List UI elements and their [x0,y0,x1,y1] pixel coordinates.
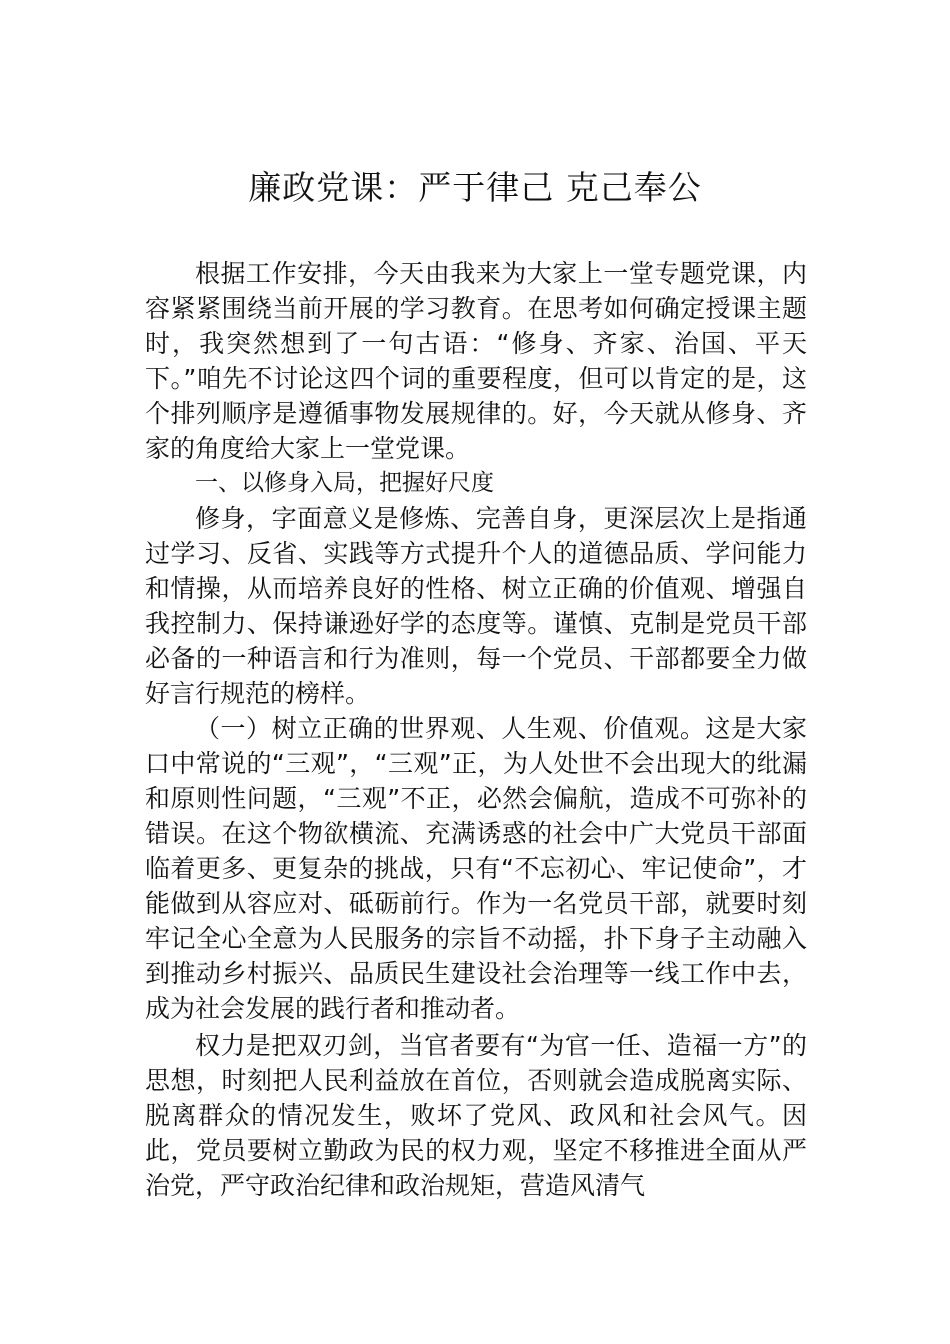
document-body [145,256,807,1203]
section-heading: 一、以修身入局，把握好尺度 [195,470,494,496]
three-views-paragraph: （一）树立正确的世界观、人生观、价值观。这是大家口中常说的“三观”，“三观”正，为人处世不会出现大的纰漏和原则性问题，“三观”不正，必然会偏航，造成不可弥补的错误。在这个物欲横流、充满诱惑的社会中广大党员干部面临着更多、更复杂的挑战，只有“不忘初心、牢记使命”，才能做到从容应对、砥砺前行。作为一名党员干部，就要时刻牢记全心全意为人民服务的宗旨不动摇，扑下身子主动融入到推动乡村振兴、品质民生建设社会治理等一线工作中去，成为社会发展的践行者和推动者。 [145,714,807,1023]
power-paragraph: 权力是把双刃剑，当官者要有“为官一任、造福一方”的思想，时刻把人民利益放在首位，否则就会造成脱离实际、脱离群众的情况发生，败坏了党风、政风和社会风气。因此，党员要树立勤政为民的权力观，坚定不移推进全面从严治党，严守政治纪律和政治规矩，营造风清气 [145,1031,807,1200]
document-title: 廉政党课：严于律己 克己奉公 [248,168,702,207]
intro-paragraph: 根据工作安排，今天由我来为大家上一堂专题党课，内容紧紧围绕当前开展的学习教育。在思考如何确定授课主题时，我突然想到了一句古语：“修身、齐家、治国、平天下。”咱先不讨论这四个词的重要程度，但可以肯定的是，这个排列顺序是遵循事物发展规律的。好，今天就从修身、齐家的角度给大家上一堂党课。 [145,259,807,463]
self-cultivation-paragraph: 修身，字面意义是修炼、完善自身，更深层次上是指通过学习、反省、实践等方式提升个人的道德品质、学问能力和情操，从而培养良好的性格、树立正确的价值观、增强自我控制力、保持谦逊好学的态度等。谨慎、克制是党员干部必备的一种语言和行为准则，每一个党员、干部都要全力做好言行规范的榜样。 [145,504,807,708]
